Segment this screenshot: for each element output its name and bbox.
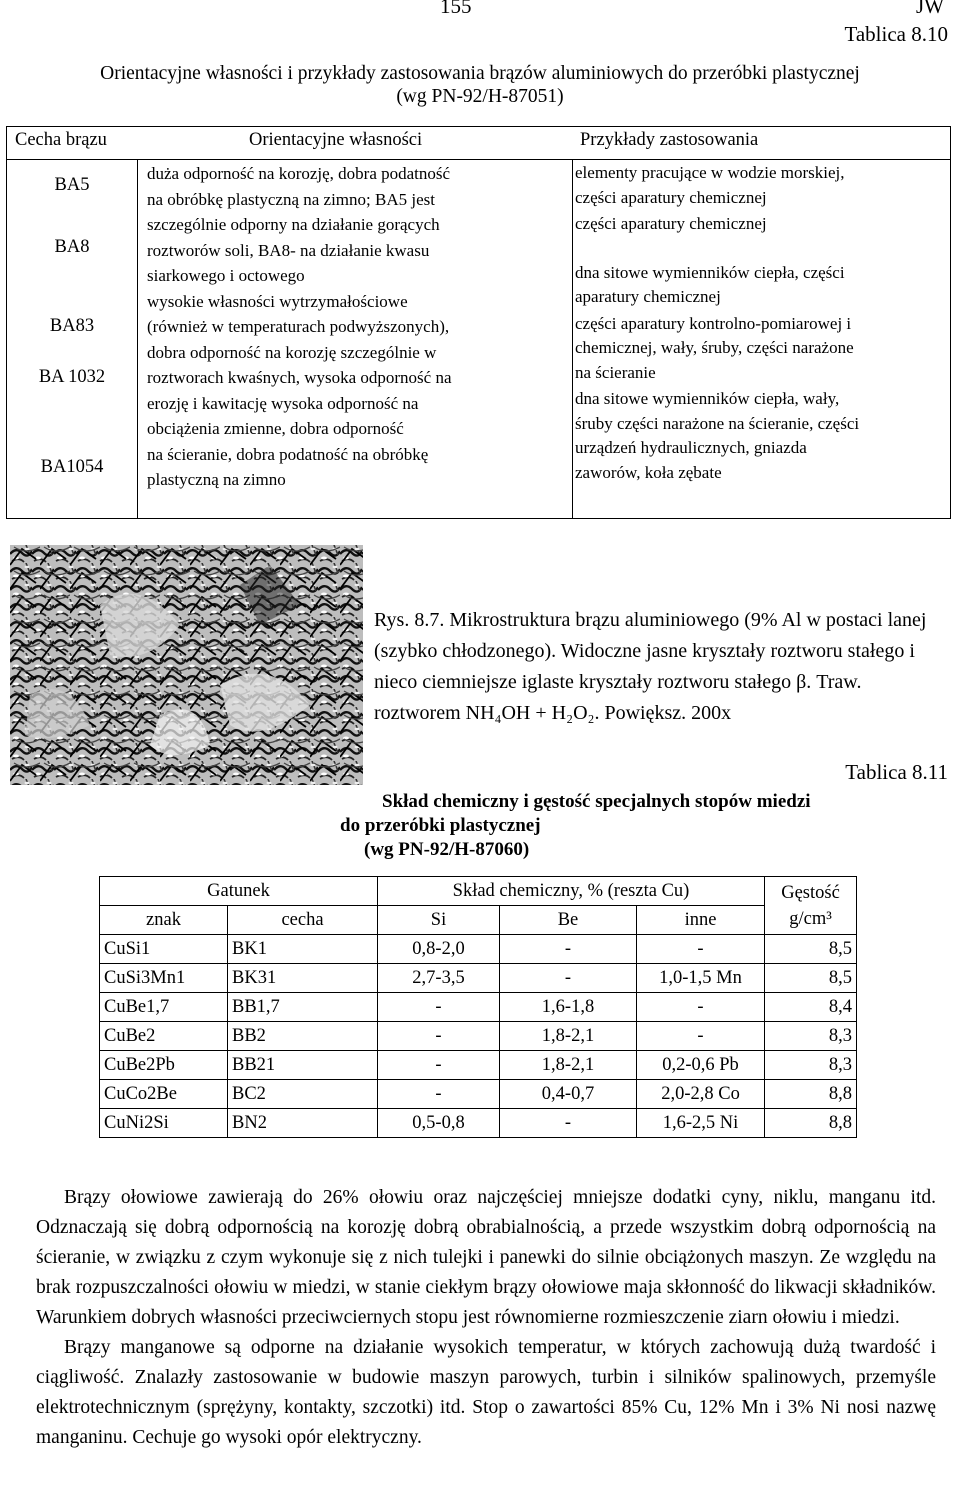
text-line: plastyczną na zimno	[147, 470, 286, 489]
cell-si: 0,8-2,0	[378, 935, 500, 964]
table-bronze-properties	[6, 126, 951, 519]
header-gatunek: Gatunek	[100, 877, 378, 906]
cell-inne: 1,0-1,5 Mn	[637, 964, 765, 993]
text-line: obciążenia zmienne, dobra odporność	[147, 419, 404, 438]
grade-cell: BA8	[54, 237, 90, 257]
table2-title-line3: (wg PN-92/H-87060)	[364, 839, 530, 860]
text-line: roztworach kwaśnych, wysoka odporność na	[147, 368, 452, 387]
cell-cecha: BB21	[228, 1051, 378, 1080]
cell-density: 8,4	[765, 993, 857, 1022]
cell-znak: CuCo2Be	[100, 1080, 228, 1109]
subheader-be: Be	[500, 906, 637, 935]
text-line: duża odporność na korozję, dobra podatność	[147, 164, 451, 183]
cell-cecha: BC2	[228, 1080, 378, 1109]
page-number: 155	[440, 0, 472, 18]
header-density: Gęstość g/cm³	[765, 877, 857, 935]
cell-cecha: BN2	[228, 1109, 378, 1138]
cell-znak: CuBe2	[100, 1022, 228, 1051]
cell-inne: -	[637, 1022, 765, 1051]
paragraph-manganese-bronze: Brązy manganowe są odporne na działanie wysokich temperatur, w których zachowują dużą twardość i ciągliwość. Znalazły zastosowanie w budowie maszyn parowych, turbin i silników spalinowych, przemyśle elektrotechnicznym (sprężyny, kontakty, szczotki) itd. Stop o zawartości 85% Cu, 12% Mn i 3% Ni nosi nazwę manganinu. Cechuje go wysoki opór elektryczny.	[36, 1337, 936, 1448]
table2-title-line1: Skład chemiczny i gęstość specjalnych stopów miedzi	[382, 791, 811, 812]
cell-znak: CuBe2Pb	[100, 1051, 228, 1080]
cell-be: -	[500, 1109, 637, 1138]
cell-density: 8,8	[765, 1109, 857, 1138]
cell-be: 0,4-0,7	[500, 1080, 637, 1109]
subheader-cecha: cecha	[228, 906, 378, 935]
text-line: siarkowego i octowego	[147, 266, 305, 285]
header-properties: Orientacyjne własności	[249, 130, 423, 150]
subheader-si: Si	[378, 906, 500, 935]
table-row	[100, 935, 857, 964]
cell-si: -	[378, 993, 500, 1022]
cell-znak: CuBe1,7	[100, 993, 228, 1022]
cell-si: 2,7-3,5	[378, 964, 500, 993]
figure-caption: Rys. 8.7. Mikrostruktura brązu aluminiowego (9% Al w postaci lanej (szybko chłodzonego). Widoczne jasne kryształy roztworu stałego i nieco ciemniejsze iglaste kryształy roztworu stałego β. Traw. roztworem NH₄OH + H₂O₂. Powiększ. 200x	[374, 609, 927, 724]
cell-be: -	[500, 935, 637, 964]
table-copper-alloys	[99, 876, 857, 1138]
paragraph-lead-bronze: Brązy ołowiowe zawierają do 26% ołowiu oraz najczęściej mniejsze dodatki cyny, niklu, manganu itd. Odznaczają się dobrą odpornością na korozję dobrą obrabialnością, a przede wszystkim dobrą odpornością na ścieranie, w związku z czym wykonuje się z nich tulejki i panewki do silnie obciążonych maszyn. Ze względu na brak rozpuszczalności ołowiu w miedzi, w stanie ciekłym brązy ołowiowe maja skłonność do likwacji składników. Warunkiem dobrych własności przeciwciernych stopu jest równomierne rozmieszczenie ziarn ołowiu i miedzi.	[36, 1187, 936, 1328]
grade-cell: BA 1032	[38, 367, 106, 387]
cell-density: 8,5	[765, 964, 857, 993]
application-ba1032: części aparatury kontrolno-pomiarowej i chemicznej, wały, śruby, części narażone na ścieranie	[575, 313, 854, 382]
cell-cecha: BB2	[228, 1022, 378, 1051]
text-line: na obróbkę plastyczną na zimno; BA5 jest	[147, 189, 435, 209]
header-composition: Skład chemiczny, % (reszta Cu)	[378, 877, 765, 906]
cell-znak: CuNi2Si	[100, 1109, 228, 1138]
grade-cell: BA5	[54, 175, 90, 195]
cell-cecha: BB1,7	[228, 993, 378, 1022]
cell-cecha: BK1	[228, 935, 378, 964]
cell-inne: -	[637, 935, 765, 964]
grade-cell: BA83	[49, 316, 95, 336]
text-line: na ścieranie, dobra podatność na obróbkę	[147, 444, 429, 464]
text-line: roztworów soli, BA8- na działanie kwasu	[147, 240, 430, 260]
cell-inne: -	[637, 993, 765, 1022]
cell-be: -	[500, 964, 637, 993]
application-ba83: dna sitowe wymienników ciepła, części aparatury chemicznej	[575, 262, 845, 306]
table-title-line2: (wg PN-92/H-87051)	[396, 86, 564, 107]
application-ba5: elementy pracujące w wodzie morskiej, części aparatury chemicznej	[575, 163, 845, 207]
cell-si: -	[378, 1022, 500, 1051]
cell-inne: 0,2-0,6 Pb	[637, 1051, 765, 1080]
text-line: dobra odporność na korozję szczególnie w	[147, 342, 437, 362]
cell-density: 8,3	[765, 1051, 857, 1080]
cell-be: 1,6-1,8	[500, 993, 637, 1022]
cell-density: 8,5	[765, 935, 857, 964]
table-row	[100, 964, 857, 993]
cell-si: -	[378, 1080, 500, 1109]
table-title-line1: Orientacyjne własności i przykłady zastosowania brązów aluminiowych do przeróbki plastycznej	[100, 63, 860, 84]
table-subheader-row	[100, 906, 857, 935]
text-line: (również w temperaturach podwyższonych),	[147, 317, 450, 336]
table-row	[100, 993, 857, 1022]
cell-cecha: BK31	[228, 964, 378, 993]
cell-si: -	[378, 1051, 500, 1080]
table-row	[100, 1080, 857, 1109]
header-applications: Przykłady zastosowania	[580, 130, 759, 150]
text-line: erozję i kawitację wysoka odporność na	[147, 393, 419, 413]
header-grade: Cecha brązu	[15, 130, 107, 150]
table-row	[100, 1051, 857, 1080]
cell-be: 1,8-2,1	[500, 1051, 637, 1080]
cell-density: 8,3	[765, 1022, 857, 1051]
subheader-inne: inne	[637, 906, 765, 935]
body-text	[36, 1183, 936, 1453]
application-ba8: części aparatury chemicznej	[575, 214, 767, 233]
cell-density: 8,8	[765, 1080, 857, 1109]
table-row	[100, 1109, 857, 1138]
microstructure-image	[10, 545, 363, 785]
grade-cell: BA1054	[40, 457, 104, 477]
text-line: wysokie własności wytrzymałościowe	[147, 291, 408, 311]
journal-mark: JW	[916, 0, 944, 18]
table-header-row	[100, 877, 857, 906]
column-divider	[572, 159, 573, 518]
cell-inne: 1,6-2,5 Ni	[637, 1109, 765, 1138]
table-row	[100, 1022, 857, 1051]
applications-text	[575, 161, 950, 487]
text-line: szczególnie odporny na działanie gorących	[147, 215, 440, 234]
cell-inne: 2,0-2,8 Co	[637, 1080, 765, 1109]
application-ba1054: dna sitowe wymienników ciepła, wały, śruby części narażone na ścieranie, części urządzeń hydraulicznych, gniazda zaworów, koła zębate	[575, 389, 860, 482]
table2-title	[340, 790, 880, 862]
cell-si: 0,5-0,8	[378, 1109, 500, 1138]
cell-be: 1,8-2,1	[500, 1022, 637, 1051]
table2-title-line2: do przeróbki plastycznej	[340, 815, 541, 836]
column-divider	[137, 159, 138, 518]
table-ref-8-11: Tablica 8.11	[845, 760, 948, 784]
table-header-row	[7, 127, 950, 160]
table-ref-8-10: Tablica 8.10	[844, 22, 948, 46]
cell-znak: CuSi1	[100, 935, 228, 964]
cell-znak: CuSi3Mn1	[100, 964, 228, 993]
subheader-znak: znak	[100, 906, 228, 935]
properties-text	[147, 161, 572, 493]
